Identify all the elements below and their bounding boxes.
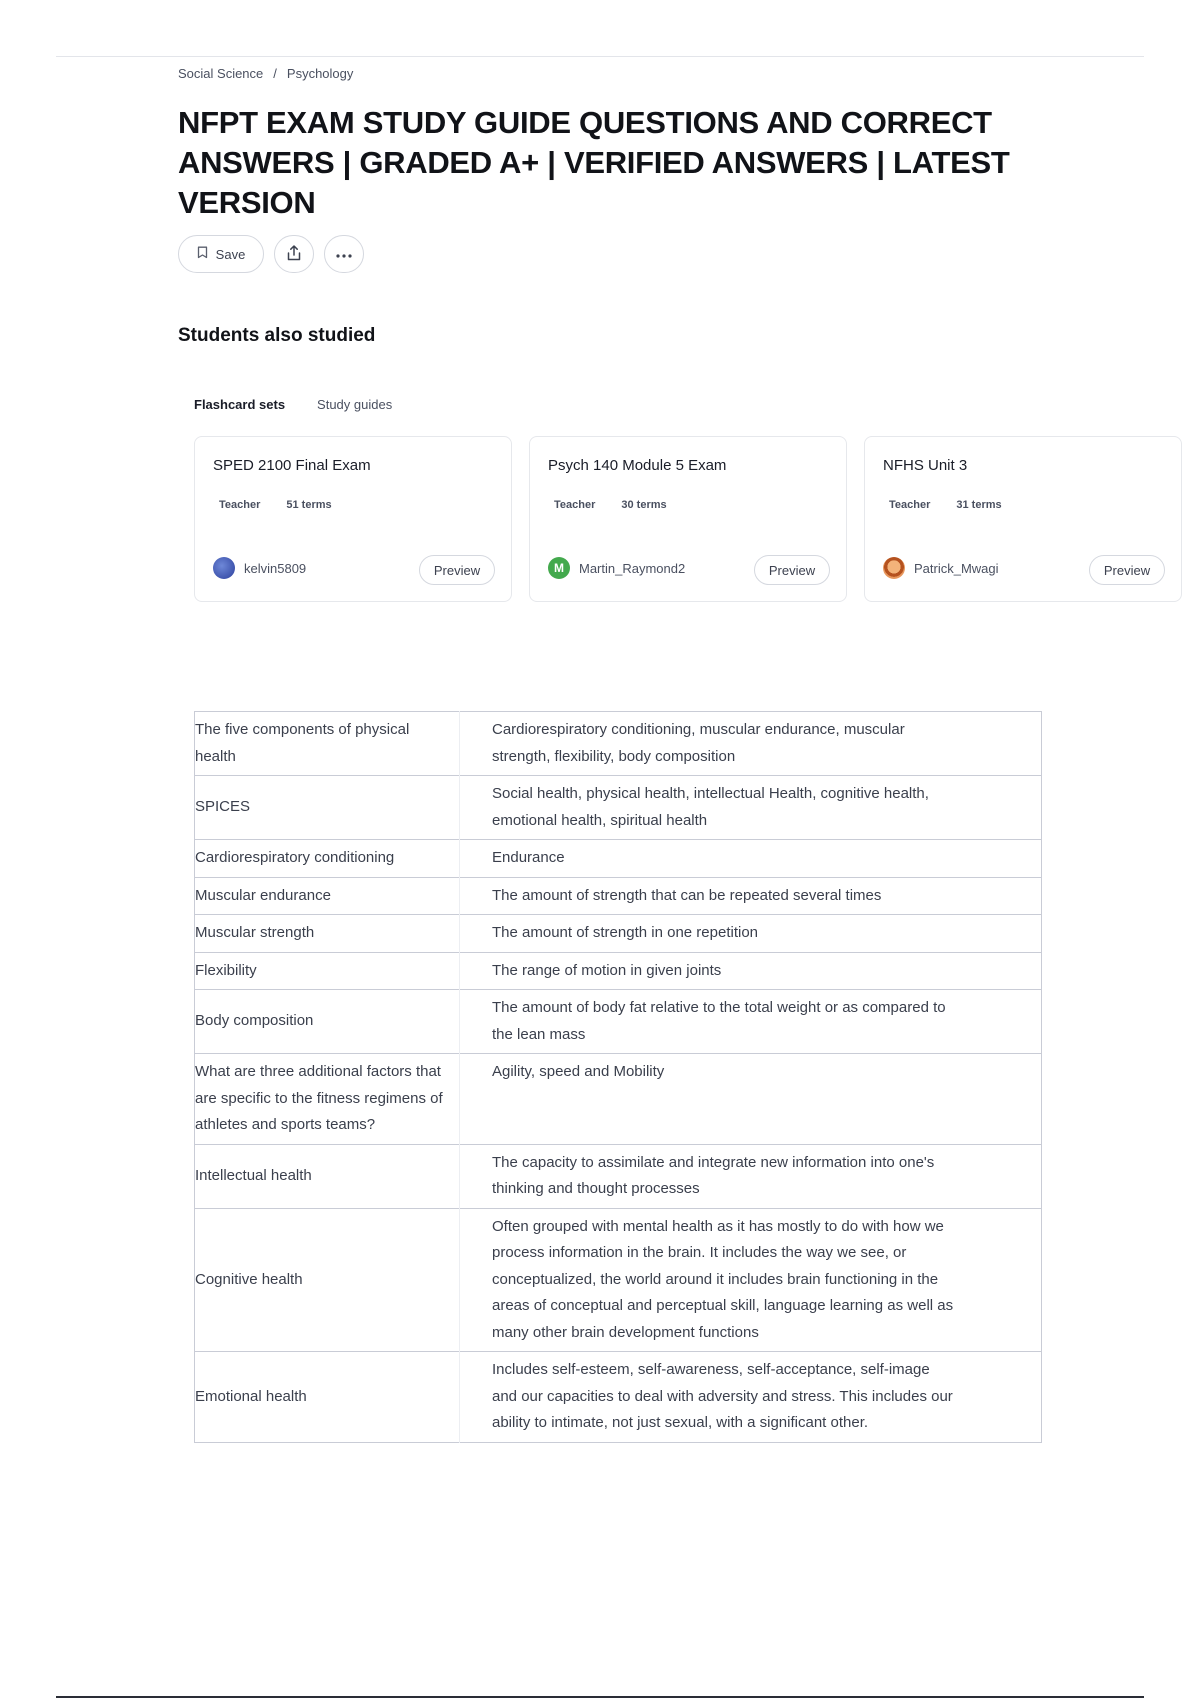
card-meta <box>889 499 1002 511</box>
avatar: M <box>548 557 570 579</box>
term-cell: Cognitive health <box>195 1208 460 1352</box>
definition-cell: The capacity to assimilate and integrate new information into one's thinking and thought processes <box>460 1144 1042 1208</box>
table-row <box>195 840 1042 878</box>
preview-button[interactable]: Preview <box>419 555 495 585</box>
card-author <box>548 557 685 579</box>
term-cell: What are three additional factors that are specific to the fitness regimens of athletes and sports teams? <box>195 1054 460 1145</box>
bottom-divider <box>56 1696 1144 1698</box>
bookmark-icon <box>197 246 208 262</box>
card-creator-type: Teacher <box>554 499 596 511</box>
top-divider <box>56 56 1144 57</box>
share-icon <box>285 244 303 265</box>
definition-cell: The range of motion in given joints <box>460 952 1042 990</box>
table-row <box>195 952 1042 990</box>
table-row <box>195 776 1042 840</box>
study-set-card[interactable] <box>529 436 847 602</box>
card-author-name[interactable]: Martin_Raymond2 <box>579 560 686 576</box>
definition-cell: Social health, physical health, intellectual Health, cognitive health, emotional health, spiritual health <box>460 776 1042 840</box>
definition-cell: Includes self-esteem, self-awareness, self-acceptance, self-image and our capacities to deal with adversity and stress. This includes our ability to intimate, not just sexual, with a significant other. <box>460 1352 1042 1443</box>
card-creator-type: Teacher <box>219 499 261 511</box>
preview-button[interactable]: Preview <box>1089 555 1165 585</box>
definition-cell: Endurance <box>460 840 1042 878</box>
term-cell: Flexibility <box>195 952 460 990</box>
page-title: NFPT EXAM STUDY GUIDE QUESTIONS AND CORRECT ANSWERS | GRADED A+ | VERIFIED ANSWERS | LATEST VERSION <box>178 105 1010 220</box>
page-content <box>178 66 1151 606</box>
card-author-name[interactable]: kelvin5809 <box>244 560 307 576</box>
breadcrumb <box>178 66 1048 81</box>
card-term-count: 51 terms <box>286 499 332 511</box>
table-row <box>195 915 1042 953</box>
more-options-button[interactable] <box>324 235 364 273</box>
avatar <box>883 557 905 579</box>
tab-flashcard-sets[interactable]: Flashcard sets <box>194 397 286 412</box>
table-row <box>195 712 1042 776</box>
tab-study-guides[interactable]: Study guides <box>317 397 393 412</box>
save-button[interactable] <box>178 235 264 273</box>
definition-cell: Agility, speed and Mobility <box>460 1054 1042 1145</box>
study-set-card[interactable] <box>864 436 1182 602</box>
table-row <box>195 1208 1042 1352</box>
table-row <box>195 1054 1042 1145</box>
table-row <box>195 1144 1042 1208</box>
card-meta <box>219 499 332 511</box>
also-studied-carousel <box>194 436 1151 606</box>
definition-cell: The amount of strength that can be repeated several times <box>460 877 1042 915</box>
term-cell: Intellectual health <box>195 1144 460 1208</box>
card-term-count: 31 terms <box>956 499 1002 511</box>
breadcrumb-psychology[interactable]: Psychology <box>286 66 354 81</box>
terms-table <box>194 711 1042 1443</box>
card-title[interactable]: NFHS Unit 3 <box>883 457 968 474</box>
card-author <box>883 557 999 579</box>
action-bar <box>178 235 1048 273</box>
save-label: Save <box>215 246 246 262</box>
term-cell: Muscular strength <box>195 915 460 953</box>
definition-cell: The amount of body fat relative to the total weight or as compared to the lean mass <box>460 990 1042 1054</box>
term-cell: The five components of physical health <box>195 712 460 776</box>
card-title[interactable]: Psych 140 Module 5 Exam <box>548 457 727 474</box>
term-cell: Emotional health <box>195 1352 460 1443</box>
term-cell: Muscular endurance <box>195 877 460 915</box>
study-set-card[interactable] <box>194 436 512 602</box>
avatar <box>213 557 235 579</box>
definition-cell: The amount of strength in one repetition <box>460 915 1042 953</box>
term-cell: Cardiorespiratory conditioning <box>195 840 460 878</box>
more-horizontal-icon <box>335 247 353 262</box>
table-row <box>195 990 1042 1054</box>
breadcrumb-separator: / <box>273 66 277 81</box>
card-meta <box>554 499 667 511</box>
share-button[interactable] <box>274 235 314 273</box>
breadcrumb-social-science[interactable]: Social Science <box>178 66 264 81</box>
card-title[interactable]: SPED 2100 Final Exam <box>213 457 371 474</box>
table-row <box>195 1352 1042 1443</box>
card-author-name[interactable]: Patrick_Mwagi <box>914 560 999 576</box>
definition-cell: Often grouped with mental health as it has mostly to do with how we process information in the brain. It includes the way we see, or conceptualized, the world around it includes brain functioning in the areas of conceptual and perceptual skill, language learning as well as many other brain development functions <box>460 1208 1042 1352</box>
term-cell: Body composition <box>195 990 460 1054</box>
card-term-count: 30 terms <box>621 499 667 511</box>
also-studied-tabs <box>194 397 1048 412</box>
preview-button[interactable]: Preview <box>754 555 830 585</box>
card-author <box>213 557 306 579</box>
definition-cell: Cardiorespiratory conditioning, muscular endurance, muscular strength, flexibility, body composition <box>492 721 905 765</box>
students-also-studied-heading: Students also studied <box>178 325 376 346</box>
term-cell: SPICES <box>195 776 460 840</box>
table-row <box>195 877 1042 915</box>
card-creator-type: Teacher <box>889 499 931 511</box>
